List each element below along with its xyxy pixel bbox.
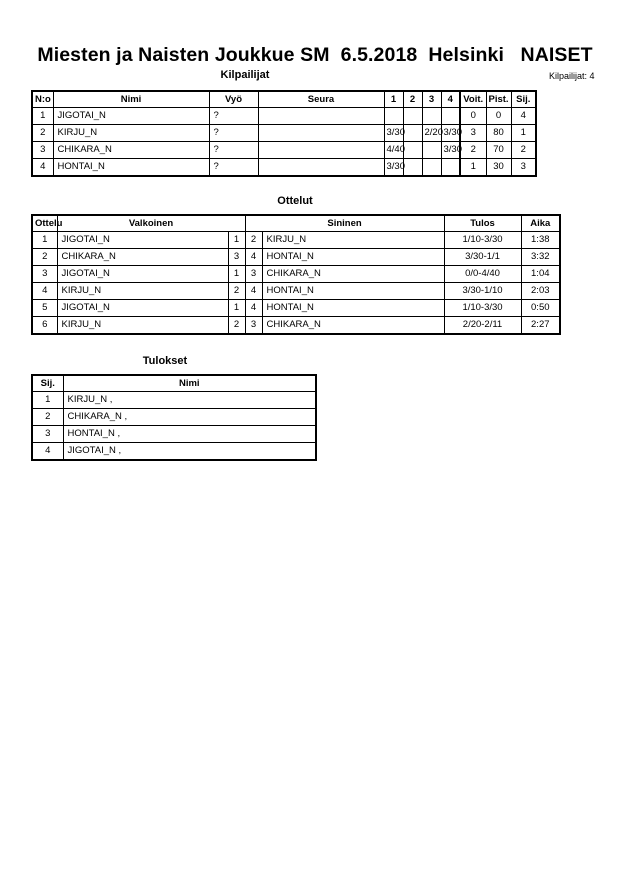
round-score	[422, 142, 441, 159]
competitor-no: 1	[32, 108, 53, 125]
competitor-no: 2	[32, 125, 53, 142]
col-header-place: Sij.	[511, 91, 536, 108]
results-heading: Tulokset	[142, 355, 188, 367]
col-header-match: Ottelu	[32, 215, 57, 232]
white-competitor: JIGOTAI_N	[57, 300, 228, 317]
round-score	[403, 159, 422, 177]
competitors-header-row	[32, 91, 536, 108]
col-header-white: Valkoinen	[57, 215, 245, 232]
competitor-belt: ?	[209, 125, 258, 142]
result-place: 3	[32, 426, 63, 443]
round-score	[384, 108, 403, 125]
match-time: 1:38	[521, 232, 560, 249]
competitor-points: 30	[486, 159, 511, 177]
white-competitor-no: 3	[228, 249, 245, 266]
match-result: 1/10-3/30	[444, 300, 521, 317]
col-header-club: Seura	[258, 91, 384, 108]
round-score	[422, 159, 441, 177]
table-row	[32, 409, 316, 426]
competitor-wins: 1	[460, 159, 486, 177]
round-score: 3/30	[384, 125, 403, 142]
table-row	[32, 108, 536, 125]
competitor-wins: 3	[460, 125, 486, 142]
col-header-name: Nimi	[63, 375, 316, 392]
competitor-count: Kilpailijat: 4	[549, 71, 595, 81]
table-row	[32, 142, 536, 159]
col-header-blue: Sininen	[245, 215, 444, 232]
matches-table	[31, 214, 561, 335]
table-row	[32, 317, 560, 335]
col-header-round-4: 4	[441, 91, 460, 108]
match-no: 3	[32, 266, 57, 283]
white-competitor: JIGOTAI_N	[57, 232, 228, 249]
match-time: 1:04	[521, 266, 560, 283]
match-time: 2:03	[521, 283, 560, 300]
table-row	[32, 249, 560, 266]
table-row	[32, 300, 560, 317]
result-name: KIRJU_N ,	[63, 392, 316, 409]
result-place: 4	[32, 443, 63, 461]
blue-competitor-no: 3	[245, 317, 262, 335]
results-header-row	[32, 375, 316, 392]
blue-competitor-no: 4	[245, 249, 262, 266]
competitor-club	[258, 125, 384, 142]
blue-competitor: HONTAI_N	[262, 283, 444, 300]
match-time: 2:27	[521, 317, 560, 335]
col-header-belt: Vyö	[209, 91, 258, 108]
white-competitor: KIRJU_N	[57, 283, 228, 300]
match-no: 1	[32, 232, 57, 249]
white-competitor-no: 2	[228, 317, 245, 335]
competitor-place: 3	[511, 159, 536, 177]
competitor-place: 1	[511, 125, 536, 142]
match-no: 4	[32, 283, 57, 300]
blue-competitor-no: 4	[245, 300, 262, 317]
competitor-name: CHIKARA_N	[53, 142, 209, 159]
round-score: 4/40	[384, 142, 403, 159]
match-time: 0:50	[521, 300, 560, 317]
competitor-belt: ?	[209, 142, 258, 159]
result-place: 2	[32, 409, 63, 426]
match-no: 6	[32, 317, 57, 335]
table-row	[32, 125, 536, 142]
competitor-belt: ?	[209, 108, 258, 125]
competitor-points: 70	[486, 142, 511, 159]
blue-competitor: CHIKARA_N	[262, 317, 444, 335]
matches-header-row	[32, 215, 560, 232]
competitors-heading: Kilpailijat	[220, 69, 270, 81]
round-score	[441, 159, 460, 177]
page-title: Miesten ja Naisten Joukkue SM 6.5.2018 Helsinki NAISET	[37, 44, 593, 66]
white-competitor-no: 1	[228, 232, 245, 249]
table-row	[32, 283, 560, 300]
round-score: 2/20	[422, 125, 441, 142]
col-header-wins: Voit.	[460, 91, 486, 108]
competitor-club	[258, 159, 384, 177]
match-result: 0/0-4/40	[444, 266, 521, 283]
competitor-name: JIGOTAI_N	[53, 108, 209, 125]
round-score	[441, 108, 460, 125]
competitor-belt: ?	[209, 159, 258, 177]
result-name: JIGOTAI_N ,	[63, 443, 316, 461]
white-competitor-no: 1	[228, 266, 245, 283]
competitor-points: 80	[486, 125, 511, 142]
match-result: 1/10-3/30	[444, 232, 521, 249]
blue-competitor: HONTAI_N	[262, 249, 444, 266]
table-row	[32, 426, 316, 443]
white-competitor: CHIKARA_N	[57, 249, 228, 266]
match-no: 2	[32, 249, 57, 266]
blue-competitor: CHIKARA_N	[262, 266, 444, 283]
match-no: 5	[32, 300, 57, 317]
competitor-name: KIRJU_N	[53, 125, 209, 142]
white-competitor: KIRJU_N	[57, 317, 228, 335]
competitor-no: 4	[32, 159, 53, 177]
matches-heading: Ottelut	[277, 195, 313, 207]
competitor-club	[258, 142, 384, 159]
match-result: 3/30-1/1	[444, 249, 521, 266]
white-competitor: JIGOTAI_N	[57, 266, 228, 283]
col-header-result: Tulos	[444, 215, 521, 232]
result-name: CHIKARA_N ,	[63, 409, 316, 426]
col-header-time: Aika	[521, 215, 560, 232]
competitor-wins: 2	[460, 142, 486, 159]
competitor-wins: 0	[460, 108, 486, 125]
match-result: 3/30-1/10	[444, 283, 521, 300]
round-score	[403, 125, 422, 142]
table-row	[32, 266, 560, 283]
competitor-place: 2	[511, 142, 536, 159]
col-header-round-3: 3	[422, 91, 441, 108]
round-score	[403, 142, 422, 159]
round-score	[403, 108, 422, 125]
blue-competitor: KIRJU_N	[262, 232, 444, 249]
competitor-place: 4	[511, 108, 536, 125]
competitor-no: 3	[32, 142, 53, 159]
table-row	[32, 159, 536, 177]
competitor-name: HONTAI_N	[53, 159, 209, 177]
result-place: 1	[32, 392, 63, 409]
table-row	[32, 232, 560, 249]
round-score: 3/30	[441, 142, 460, 159]
competitor-points: 0	[486, 108, 511, 125]
round-score	[422, 108, 441, 125]
white-competitor-no: 2	[228, 283, 245, 300]
results-table	[31, 374, 317, 461]
col-header-round-1: 1	[384, 91, 403, 108]
match-result: 2/20-2/11	[444, 317, 521, 335]
col-header-no: N:o	[32, 91, 53, 108]
col-header-round-2: 2	[403, 91, 422, 108]
blue-competitor-no: 3	[245, 266, 262, 283]
round-score: 3/30	[384, 159, 403, 177]
match-time: 3:32	[521, 249, 560, 266]
competitor-club	[258, 108, 384, 125]
white-competitor-no: 1	[228, 300, 245, 317]
col-header-place: Sij.	[32, 375, 63, 392]
col-header-points: Pist.	[486, 91, 511, 108]
blue-competitor-no: 2	[245, 232, 262, 249]
blue-competitor-no: 4	[245, 283, 262, 300]
table-row	[32, 392, 316, 409]
blue-competitor: HONTAI_N	[262, 300, 444, 317]
round-score: 3/30	[441, 125, 460, 142]
table-row	[32, 443, 316, 461]
result-name: HONTAI_N ,	[63, 426, 316, 443]
col-header-name: Nimi	[53, 91, 209, 108]
competitors-table	[31, 90, 537, 177]
